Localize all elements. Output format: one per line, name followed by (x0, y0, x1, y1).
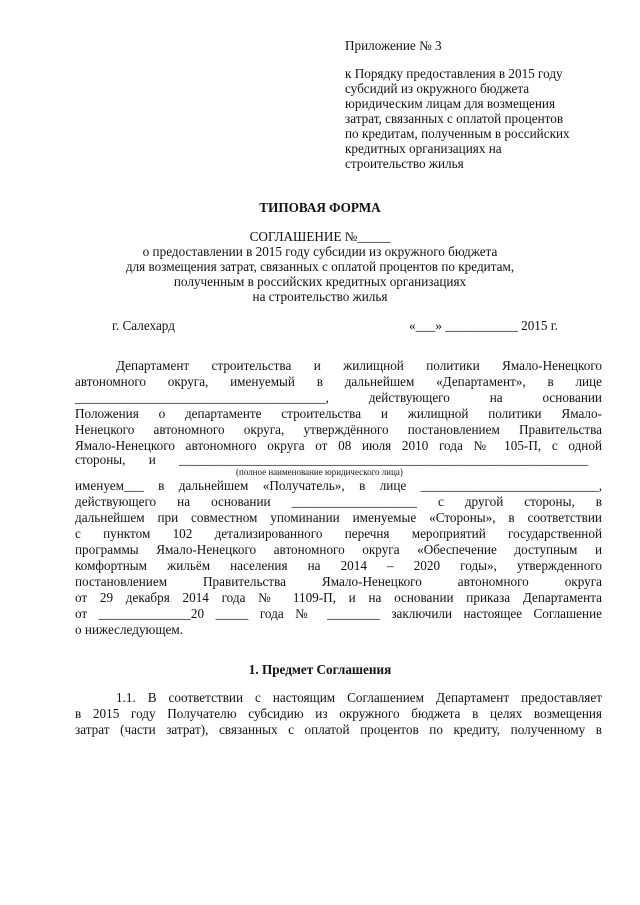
preamble-line: комфортным жильём населения на 2014 – 2020 годы», утвержденного (75, 558, 602, 573)
annex-block (345, 38, 605, 171)
preamble-line: Положения о департаменте строительства и жилищной политики Ямало- (75, 406, 602, 421)
agreement-subtitle-line: полученным в российских кредитных организациях (173, 274, 467, 289)
form-title: ТИПОВАЯ ФОРМА (259, 200, 381, 215)
preamble-caption: (полное наименование юридического лица) (236, 467, 403, 477)
preamble-line: Ненецкого автономного округа, утверждённого постановлением Правительства (75, 422, 602, 437)
preamble-line: ______________________________________, действующего на основании (75, 390, 602, 405)
agreement-subtitle-line: на строительство жилья (252, 289, 388, 304)
city: г. Салехард (112, 318, 175, 333)
preamble-line: Ямало-Ненецкого автономного округа от 08 июля 2010 года № 105-П, с одной (75, 438, 602, 453)
preamble-line: постановлением Правительства Ямало-Ненецкого автономного округа (75, 574, 602, 589)
section-1-title: 1. Предмет Соглашения (248, 662, 392, 677)
preamble-line: дальнейшем при совместном упоминании именуемые «Стороны», в соответствии (75, 510, 602, 525)
section-1-line: в 2015 году Получателю субсидию из окружного бюджета в целях возмещения (75, 706, 602, 721)
preamble-line: автономного округа, именуемый в дальнейшем «Департамент», в лице (75, 374, 602, 389)
preamble-line: от ______________20 _____ года № ________ заключили настоящее Соглашение (75, 606, 602, 621)
annex-line: строительство жилья (345, 156, 464, 171)
annex-line: затрат, связанных с оплатой процентов (345, 111, 564, 126)
agreement-subtitle-line: для возмещения затрат, связанных с оплатой процентов по кредитам, (125, 259, 515, 274)
agreement-date: «___» ___________ 2015 г. (409, 318, 558, 333)
annex-line: к Порядку предоставления в 2015 году (345, 66, 563, 81)
preamble-line: Департамент строительства и жилищной политики Ямало-Ненецкого (116, 358, 602, 373)
preamble-line: действующего на основании ___________________ с другой стороны, в (75, 494, 602, 509)
preamble-line: именуем___ в дальнейшем «Получатель», в лице ___________________________, (75, 478, 602, 493)
annex-line: юридическим лицам для возмещения (345, 96, 556, 111)
agreement-subtitle-line: о предоставлении в 2015 году субсидии из окружного бюджета (142, 244, 498, 259)
annex-line: субсидий из окружного бюджета (345, 81, 530, 96)
annex-line: кредитных организациях на (345, 141, 502, 156)
preamble-line: программы Ямало-Ненецкого автономного округа «Обеспечение доступным и (75, 542, 602, 557)
preamble-line: с пунктом 102 детализированного перечня мероприятий государственной (75, 526, 602, 541)
preamble-line: стороны, и ______________________________________________________________ (75, 452, 588, 467)
preamble-line: о нижеследующем. (75, 622, 184, 637)
annex-title: Приложение № 3 (345, 38, 442, 53)
agreement-title: СОГЛАШЕНИЕ №_____ (249, 229, 391, 244)
section-1-line: 1.1. В соответствии с настоящим Соглашением Департамент предоставляет (116, 690, 602, 705)
preamble-line: от 29 декабря 2014 года № 1109-П, и на основании приказа Департамента (75, 590, 602, 605)
annex-line: по кредитам, полученным в российских (345, 126, 570, 141)
section-1-line: затрат (части затрат), связанных с оплатой процентов по кредиту, полученному в (75, 722, 602, 737)
